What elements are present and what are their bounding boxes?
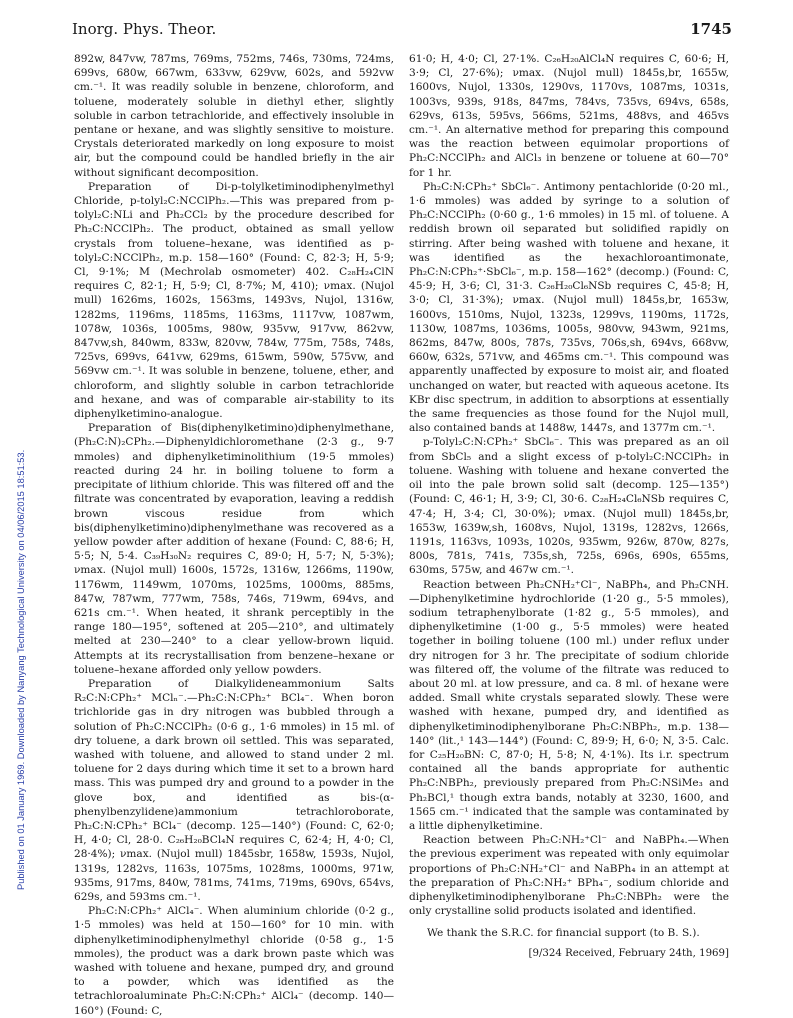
acknowledgement: We thank the S.R.C. for financial support (to B. S.). bbox=[427, 927, 700, 940]
paragraph: 61·0; H, 4·0; Cl, 27·1%. C₂₆H₂₀AlCl₄N requires C, 60·6; H, 3·9; Cl, 27·6%); νmax. (Nujol mull) 1845s,br, 1655w, 1600vs, Nujol, 1330s, 1290vs, 1170vs, 1087ms, 1031s, 1003vs, 939s, 918s, 847ms, 784vs, 735vs, 694vs, 658s, 629vs, 613s, 595vs, 566ms, 521ms, 488vs, and 465vs cm.⁻¹. An alternative method for preparing this compound was the reaction between equimolar proportions of Ph₂C:NCClPh₂ and AlCl₃ in benzene or toluene at 60—70° for 1 hr. bbox=[409, 53, 729, 179]
paragraph: p-Tolyl₂C:N:CPh₂⁺ SbCl₆⁻. This was prepared as an oil from SbCl₅ and a slight excess of p-tolyl₂C:NCClPh₂ in toluene. Washing with toluene and hexane converted the oil into the pale brown solid salt (decomp. 125—135°) (Found: C, 46·1; H, 3·9; Cl, 30·6. C₂₈H₂₄Cl₆NSb requires C, 47·4; H, 3·4; Cl, 30·0%); νmax. (Nujol mull) 1845s,br, 1653w, 1639w,sh, 1608vs, Nujol, 1319s, 1282vs, 1266s, 1191s, 1163vs, 1093s, 1020s, 935wm, 926w, 870w, 827s, 800s, 781s, 741s, 735s,sh, 725s, 696s, 690s, 655ms, 630ms, 575w, and 467w cm.⁻¹. bbox=[409, 436, 729, 577]
page-number: 1745 bbox=[690, 20, 732, 38]
paragraph: Reaction between Ph₂CNH₂⁺Cl⁻, NaBPh₄, and Ph₂CNH.—Diphenylketimine hydrochloride (1·20 g., 5·5 mmoles), sodium tetraphenylborate (1·82 g., 5·5 mmoles), and diphenylketimine (1·00 g., 5·5 mmoles) were heated together in boiling toluene (100 ml.) under reflux under dry nitrogen for 3 hr. The precipitate of sodium chloride was filtered off, the volume of the filtrate was reduced to about 20 ml. at low pressure, and ca. 8 ml. of hexane were added. Small white crystals separated slowly. These were washed with hexane, pumped dry, and identified as diphenylketiminodiphenylborane Ph₂C:NBPh₂, m.p. 138—140° (lit.,¹ 143—144°) (Found: C, 89·9; H, 6·0; N, 3·5. Calc. for C₂₅H₂₀BN: C, 87·0; H, 5·8; N, 4·1%). Its i.r. spectrum contained all the bands appropriate for authentic Ph₂C:NBPh₂, previously prepared from Ph₂C:NSiMe₃ and Ph₂BCl,¹ though extra bands, notably at 3230, 1600, and 1565 cm.⁻¹ indicated that the sample was contaminated by a little diphenylketimine. bbox=[409, 578, 729, 832]
publication-sidebar[interactable] bbox=[4, 130, 26, 890]
paragraph: Ph₂C:N:CPh₂⁺ AlCl₄⁻. When aluminium chloride (0·2 g., 1·5 mmoles) was held at 150—160° for 10 min. with diphenylketiminodiphenylmethyl chloride (0·58 g., 1·5 mmoles), the product was a dark brown paste which was washed with toluene and hexane, pumped dry, and ground to a powder, which was identified as the tetrachloroaluminate Ph₂C:N:CPh₂⁺ AlCl₄⁻ (decomp. 140—160°) (Found: C, bbox=[74, 905, 394, 1017]
left-column bbox=[74, 52, 394, 1018]
paragraph: Reaction between Ph₂C:NH₂⁺Cl⁻ and NaBPh₄.—When the previous experiment was repeated with only equimolar proportions of Ph₂C:NH₂⁺Cl⁻ and NaBPh₄ in an attempt at the preparation of Ph₂C:NH₂⁺ BPh₄⁻, sodium chloride and diphenylketiminodiphenylborane Ph₂C:NBPh₂ were the only crystalline solid products isolated and identified. bbox=[409, 834, 729, 918]
received-date: [9/324 Received, February 24th, 1969] bbox=[528, 947, 729, 959]
paragraph: Preparation of Bis(diphenylketimino)diphenylmethane, (Ph₂C:N)₂CPh₂.—Diphenyldichloromethane (2·3 g., 9·7 mmoles) and diphenylketiminolithium (19·5 mmoles) reacted during 24 hr. in boiling toluene to form a precipitate of lithium chloride. This was filtered off and the filtrate was concentrated by evaporation, leaving a reddish brown viscous residue from which bis(diphenylketimino)diphenylmethane was recovered as a yellow powder after addition of hexane (Found: C, 88·6; H, 5·5; N, 5·4. C₃₉H₃₀N₂ requires C, 89·0; H, 5·7; N, 5·3%); νmax. (Nujol mull) 1600s, 1572s, 1316w, 1266ms, 1190w, 1176wm, 1149wm, 1070ms, 1025ms, 1000ms, 885ms, 847w, 787wm, 777wm, 758s, 746s, 719wm, 694vs, and 621s cm.⁻¹. When heated, it shrank perceptibly in the range 180—195°, softened at 205—210°, and ultimately melted at 230—240° to a clear yellow-brown liquid. Attempts at its recrystallisation from benzene–hexane or toluene–hexane afforded only yellow powders. bbox=[74, 422, 394, 676]
publication-notice-link[interactable]: Published on 01 January 1969. Downloaded by Nanyang Technological University on 04/06/2015 18:51:53. bbox=[16, 449, 26, 890]
journal-section-title: Inorg. Phys. Theor. bbox=[72, 20, 217, 38]
paragraph: Preparation of Dialkylideneammonium Salts R₂C:N:CPh₂⁺ MClₙ⁻.—Ph₂C:N:CPh₂⁺ BCl₄⁻. When boron trichloride gas in dry nitrogen was bubbled through a solution of Ph₂C:NCClPh₂ (0·6 g., 1·6 mmoles) in 15 ml. of dry toluene, a dark brown oil settled. This was separated, washed with toluene, and allowed to stand under 2 ml. toluene for 2 days during which time it set to a brown hard mass. This was pumped dry and ground to a powder in the glove box, and identified as bis-(α-phenylbenzylidene)ammonium tetrachloroborate, Ph₂C:N:CPh₂⁺ BCl₄⁻ (decomp. 125—140°) (Found: C, 62·0; H, 4·0; Cl, 28·0. C₂₆H₂₀BCl₄N requires C, 62·4; H, 4·0; Cl, 28·4%); νmax. (Nujol mull) 1845sbr, 1658w, 1593s, Nujol, 1319s, 1282vs, 1163s, 1075ms, 1028ms, 1000ms, 971w, 935ms, 917ms, 840w, 781ms, 741ms, 719ms, 690vs, 654vs, 629s, and 593ms cm.⁻¹. bbox=[74, 677, 394, 903]
right-column bbox=[409, 52, 729, 961]
paragraph: Ph₂C:N:CPh₂⁺ SbCl₆⁻. Antimony pentachloride (0·20 ml., 1·6 mmoles) was added by syringe to a solution of Ph₂C:NCClPh₂ (0·60 g., 1·6 mmoles) in 15 ml. of toluene. A reddish brown oil separated but solidified rapidly on stirring. After being washed with toluene and hexane, it was identified as the hexachloroantimonate, Ph₂C:N:CPh₂⁺·SbCl₆⁻, m.p. 158—162° (decomp.) (Found: C, 45·9; H, 3·6; Cl, 31·3. C₂₆H₂₀Cl₆NSb requires C, 45·8; H, 3·0; Cl, 31·3%); νmax. (Nujol mull) 1845s,br, 1653w, 1600vs, 1510ms, Nujol, 1323s, 1299vs, 1190ms, 1172s, 1130w, 1087ms, 1036ms, 1005s, 980vw, 943wm, 921ms, 862ms, 847w, 800s, 787s, 735vs, 706s,sh, 694vs, 668vw, 660w, 632s, 571vw, and 465ms cm.⁻¹. This compound was apparently unaffected by exposure to moist air, and floated unchanged on water, but reacted with aqueous acetone. Its KBr disc spectrum, in addition to absorptions at essentially the same frequencies as those found for the Nujol mull, also contained bands at 1488w, 1447s, and 1377m cm.⁻¹. bbox=[409, 180, 729, 435]
paragraph: Preparation of Di-p-tolylketiminodiphenylmethyl Chloride, p-tolyl₂C:NCClPh₂.—This was prepared from p-tolyl₂C:NLi and Ph₂CCl₂ by the procedure described for Ph₂C:NCClPh₂. The product, obtained as small yellow crystals from toluene–hexane, was identified as p-tolyl₂C:NCClPh₂, m.p. 158—160° (Found: C, 82·3; H, 5·9; Cl, 9·1%; M (Mechrolab osmometer) 402. C₂₈H₂₄ClN requires C, 82·1; H, 5·9; Cl, 8·7%; M, 410); νmax. (Nujol mull) 1626ms, 1602s, 1563ms, 1493vs, Nujol, 1316w, 1282ms, 1196ms, 1185ms, 1163ms, 1117vw, 1087wm, 1078w, 1036s, 1005ms, 980w, 935vw, 917vw, 862vw, 847vw,sh, 840wm, 833w, 820vw, 784w, 775m, 758s, 748s, 725vs, 699vs, 641vw, 629ms, 615wm, 590w, 575vw, and 569vw cm.⁻¹. It was soluble in benzene, toluene, ether, and chloroform, and slightly soluble in carbon tetrachloride and hexane, and was of comparable air-stability to its diphenylketimino-analogue. bbox=[74, 180, 394, 421]
running-header bbox=[72, 20, 732, 42]
paragraph: 892w, 847vw, 787ms, 769ms, 752ms, 746s, 730ms, 724ms, 699vs, 680w, 667wm, 633vw, 629vw, 602s, and 592vw cm.⁻¹. It was readily soluble in benzene, chloroform, and toluene, moderately soluble in diethyl ether, slightly soluble in carbon tetrachloride, and effectively insoluble in pentane or hexane, and was slightly sensitive to moisture. Crystals deteriorated markedly on long exposure to moist air, but the compound could be handled briefly in the air without significant decomposition. bbox=[74, 53, 394, 179]
